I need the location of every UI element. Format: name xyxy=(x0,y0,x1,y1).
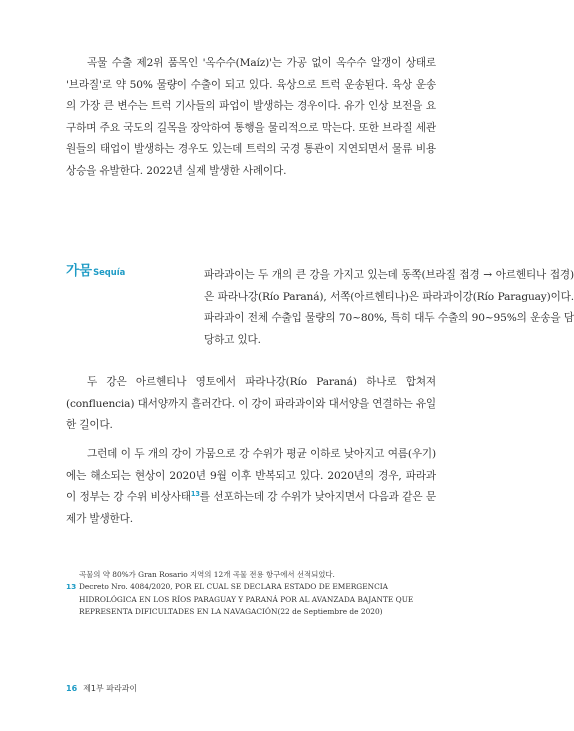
footnote-text: Decreto Nro. 4084/2020, POR EL CUAL SE DECLARA ESTADO DE EMERGENCIA HIDROLÓGICA EN LOS RÍOS PARAGUAY Y PARANÁ POR AL AVANZADA BAJANTE QUE REPRESENTA DIFICULTADES EN LA NAVAGACIÓN(22 de Septiembre de 2020) xyxy=(79,582,414,617)
body-paragraph-rivers: 파라과이는 두 개의 큰 강을 가지고 있는데 동쪽(브라질 접경 → 아르헨티나 접경)은 파라나강(Río Paraná), 서쪽(아르헨티나)은 파라과이강(Río Paraguay)이다. 파라과이 전체 수출입 물량의 70~80%, 특히 대두 수출의 90~95%의 운송을 담당하고 있다. xyxy=(204,269,574,346)
paragraph-text-part-a: 그런데 이 두 개의 강이 가뭄으로 강 수위가 평균 이하로 낮아지고 여름(우기)에는 해소되는 현상이 2020년 9월 이후 반복되고 있다. 2020년의 경우, 파라과이 정부는 강 수위 비상사태 xyxy=(66,448,436,504)
heading-spanish: Sequía xyxy=(93,267,126,277)
page-number: 16 xyxy=(66,684,78,693)
body-paragraph-corn-export: 곡물 수출 제2위 품목인 '옥수수(Maíz)'는 가공 없이 옥수수 알갱이 상태로 '브라질'로 약 50% 물량이 수출이 되고 있다. 육상으로 트럭 운송된다. 육상 운송의 가장 큰 변수는 트럭 기사들의 파업이 발생하는 경우이다. 유가 인상 보전을 요구하며 주요 국도의 길목을 장악하여 통행을 물리적으로 막는다. 또한 브라질 세관원들의 태업이 발생하는 경우도 있는데 트럭의 국경 통관이 지연되면서 물류 비용 상승을 유발한다. 2022년 실제 발생한 사례이다. xyxy=(66,57,436,177)
body-paragraph-water-level xyxy=(66,444,436,530)
heading-korean: 가뭄 xyxy=(66,263,93,279)
footnote-continuation: 곡물의 약 80%가 Gran Rosario 지역의 12개 곡물 전용 항구에서 선적되었다. xyxy=(79,570,335,579)
section-title: 제1부 파라과이 xyxy=(83,684,138,693)
paragraph-text-part-b: 를 선포하는데 강 수위가 낮아지면서 다음과 같은 문제가 발생한다. xyxy=(66,491,436,525)
page-footer xyxy=(66,683,137,694)
footnote-number: 13 xyxy=(66,582,77,591)
footnote-reference-13[interactable]: 13 xyxy=(190,490,200,499)
footnote-13 xyxy=(66,581,438,619)
body-paragraph-confluence: 두 강은 아르헨티나 영토에서 파라나강(Río Paraná) 하나로 합쳐져(confluencia) 대서양까지 흘러간다. 이 강이 파라과이와 대서양을 연결하는 유일한 길이다. xyxy=(66,376,436,432)
